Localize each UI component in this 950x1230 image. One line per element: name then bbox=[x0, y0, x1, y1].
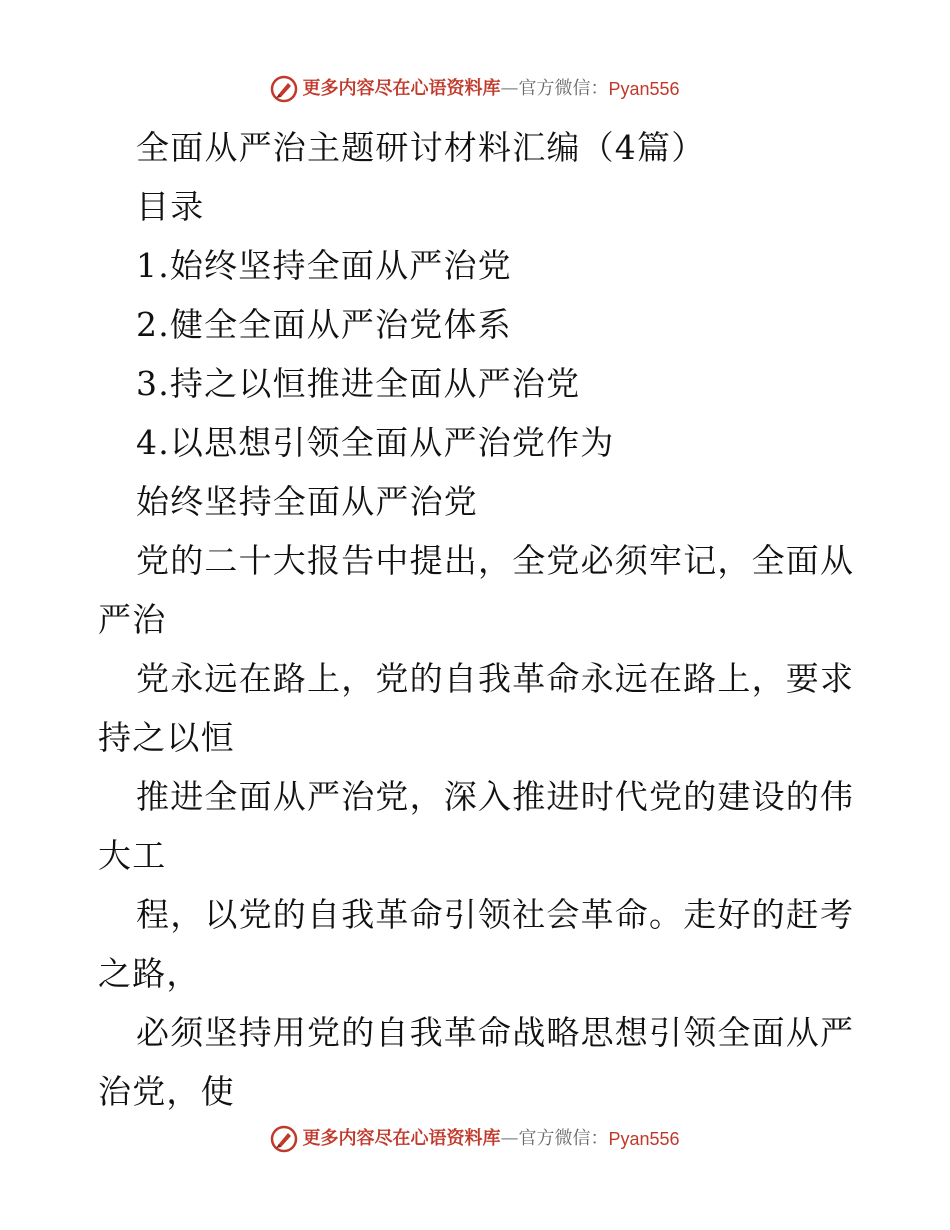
document-title: 全面从严治主题研讨材料汇编（4篇） bbox=[136, 128, 706, 167]
banner-wechat-label: 官方微信： bbox=[518, 78, 609, 99]
body-line: 推进全面从严治党，深入推进时代党的建设的伟 bbox=[136, 777, 855, 816]
pen-logo-icon bbox=[270, 75, 298, 103]
banner-wechat-id: Pyan556 bbox=[608, 1129, 680, 1149]
toc-heading: 目录 bbox=[136, 187, 205, 226]
banner-main-text: 更多内容尽在心语资料库 bbox=[302, 78, 501, 99]
body-line: 持之以恒 bbox=[98, 718, 235, 757]
header-watermark-banner bbox=[0, 75, 950, 103]
body-line: 治党，使 bbox=[98, 1072, 235, 1111]
body-line: 之路， bbox=[98, 954, 201, 993]
document-body bbox=[98, 118, 858, 1121]
body-line: 大工 bbox=[98, 836, 167, 875]
toc-item: 1.始终坚持全面从严治党 bbox=[136, 246, 512, 285]
banner-wechat-label: 官方微信： bbox=[518, 1128, 609, 1149]
body-line: 必须坚持用党的自我革命战略思想引领全面从严 bbox=[136, 1013, 855, 1052]
body-line: 严治 bbox=[98, 600, 167, 639]
banner-dash: — bbox=[500, 1128, 519, 1149]
toc-item: 3.持之以恒推进全面从严治党 bbox=[136, 364, 581, 403]
body-line: 党的二十大报告中提出，全党必须牢记，全面从 bbox=[136, 541, 855, 580]
toc-item: 4.以思想引领全面从严治党作为 bbox=[136, 423, 615, 462]
section-title: 始终坚持全面从严治党 bbox=[136, 482, 478, 521]
footer-watermark-banner bbox=[0, 1125, 950, 1153]
banner-wechat-id: Pyan556 bbox=[608, 79, 680, 99]
banner-main-text: 更多内容尽在心语资料库 bbox=[302, 1128, 501, 1149]
toc-item: 2.健全全面从严治党体系 bbox=[136, 305, 512, 344]
body-line: 程，以党的自我革命引领社会革命。走好的赶考 bbox=[136, 895, 855, 934]
body-line: 党永远在路上，党的自我革命永远在路上，要求 bbox=[136, 659, 855, 698]
banner-dash: — bbox=[500, 78, 519, 99]
pen-logo-icon bbox=[270, 1125, 298, 1153]
